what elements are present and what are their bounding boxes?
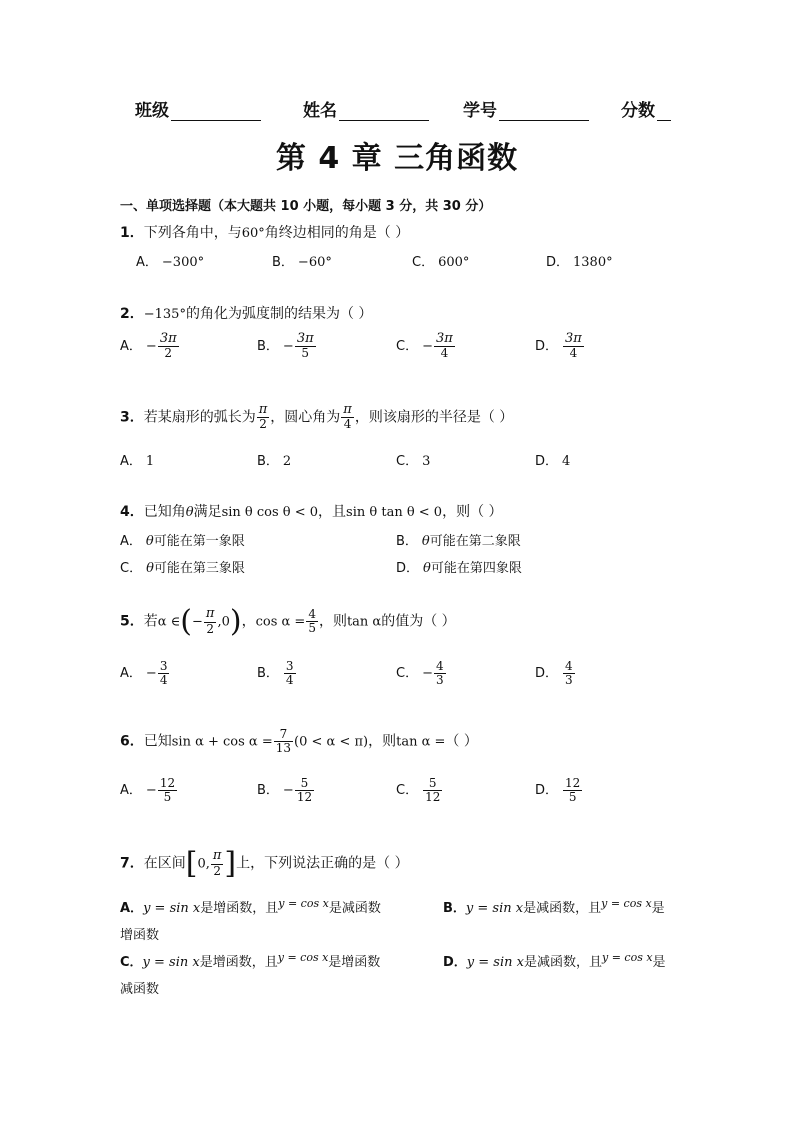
denominator: 13 [275, 741, 292, 756]
question-stem: （ ） [445, 733, 478, 750]
question-stem: 若 [143, 613, 158, 630]
question-4 [120, 501, 503, 521]
option-c[interactable] [396, 660, 447, 687]
option-d[interactable] [546, 251, 613, 270]
question-stem: 角终边相同的角是（ ） [264, 225, 410, 241]
question-stem: 下列各角中，与 [143, 225, 242, 241]
numerator: π [258, 402, 268, 417]
name-field [303, 96, 429, 121]
numerator: 4 [308, 606, 316, 621]
student-id-blank[interactable] [499, 102, 589, 121]
option-a[interactable] [120, 897, 381, 916]
option-c[interactable] [396, 450, 430, 469]
denominator: 12 [425, 790, 441, 805]
question-stem: 的值为（ ） [381, 613, 456, 630]
option-a[interactable] [120, 777, 178, 804]
question-7 [120, 846, 409, 881]
name-blank[interactable] [339, 102, 429, 121]
question-number: 6． [120, 733, 144, 750]
option-a[interactable] [136, 251, 204, 270]
numerator: 3π [159, 331, 177, 346]
question-1 [120, 222, 409, 242]
numerator: 3π [296, 331, 314, 346]
function-1: y = sin x [465, 901, 524, 916]
name-label: 姓名 [303, 101, 337, 121]
option-fraction [563, 660, 575, 687]
option-letter: B． [272, 255, 294, 270]
denominator: 4 [285, 673, 294, 688]
numerator: 5 [295, 777, 314, 791]
option-fraction [284, 660, 296, 687]
denominator: 4 [569, 346, 578, 361]
interval-sign: − [192, 614, 203, 630]
left-bracket: [ [185, 846, 198, 881]
question-stem: ，圆心角为 [270, 409, 341, 426]
option-fraction [563, 332, 584, 360]
question-number: 1． [120, 225, 144, 241]
question-6 [120, 728, 478, 755]
sum-fraction [274, 728, 293, 755]
option-sign: − [282, 338, 294, 354]
option-fraction [434, 660, 446, 687]
function-1: y = sin x [142, 955, 200, 970]
function-2: y = cos x [601, 897, 652, 910]
option-text: 是减函数 [328, 901, 381, 916]
option-letter: B． [257, 783, 279, 799]
option-letter: B． [257, 454, 279, 469]
option-fraction [158, 777, 177, 804]
numerator: 3 [159, 659, 168, 673]
option-c[interactable] [120, 557, 245, 576]
option-text: 是减函数，且 [523, 955, 602, 970]
option-fraction [434, 332, 455, 360]
option-letter: C． [412, 255, 435, 270]
option-letter: D． [396, 561, 420, 576]
option-d[interactable] [535, 777, 583, 804]
student-id-field [463, 96, 589, 121]
question-5 [120, 604, 456, 639]
question-number: 3． [120, 409, 144, 426]
numerator: π [205, 606, 215, 622]
condition-2: sin θ tan θ < 0 [346, 505, 443, 520]
question-number: 7． [120, 855, 144, 872]
denominator: 4 [343, 417, 352, 432]
numerator: 3π [435, 331, 453, 346]
option-b[interactable] [257, 332, 317, 360]
option-letter: C． [396, 338, 419, 354]
option-letter: A． [120, 666, 142, 682]
option-text: 是 [651, 901, 665, 916]
question-stem: 若某扇形的弧长为 [143, 409, 256, 426]
option-d-continuation: 减函数 [120, 982, 160, 997]
option-letter: B． [257, 338, 279, 354]
option-sign: − [422, 338, 433, 354]
option-b[interactable] [257, 777, 315, 804]
class-field [135, 96, 261, 121]
question-3 [120, 403, 513, 431]
option-text: 是 [652, 955, 666, 970]
alpha-range: (0 < α < π) [294, 734, 369, 750]
option-text: 是增函数，且 [199, 955, 278, 970]
option-letter: D． [535, 666, 559, 682]
denominator: 5 [568, 790, 577, 805]
option-letter: A． [120, 901, 144, 916]
student-info-line [0, 96, 794, 124]
section-heading: 一、单项选择题（本大题共 10 小题，每小题 3 分，共 30 分） [120, 199, 492, 214]
option-value: 1380° [573, 255, 613, 270]
numerator: 5 [423, 777, 442, 791]
theta-symbol: θ [423, 561, 431, 576]
right-paren: ) [229, 604, 242, 639]
option-b[interactable] [272, 251, 332, 270]
option-text: 是增函数 [328, 955, 381, 970]
option-fraction [563, 777, 582, 804]
function-2: y = cos x [601, 951, 653, 964]
option-fraction [423, 777, 442, 804]
class-label: 班级 [135, 101, 169, 121]
option-sign: − [145, 338, 157, 354]
interval-fraction [211, 849, 224, 877]
option-letter: D． [535, 454, 559, 469]
question-number: 2． [120, 306, 144, 322]
option-letter: C． [120, 955, 143, 970]
option-a[interactable] [120, 660, 170, 687]
option-letter: D． [546, 255, 570, 270]
question-stem: ，则该扇形的半径是（ ） [354, 409, 514, 426]
question-stem: 在区间 [143, 855, 186, 872]
numerator: 7 [274, 728, 293, 742]
denominator: 5 [163, 790, 172, 805]
denominator: 2 [259, 417, 267, 432]
option-sign: − [422, 666, 433, 682]
option-letter: A． [120, 454, 142, 469]
option-b[interactable] [396, 530, 521, 549]
theta-symbol: θ [421, 534, 430, 549]
class-blank[interactable] [171, 102, 261, 121]
denominator: 3 [435, 673, 444, 688]
option-d[interactable] [396, 557, 522, 576]
question-math: −135° [143, 307, 186, 322]
left-paren: ( [180, 604, 193, 639]
theta-symbol: θ [146, 561, 154, 576]
numerator: 4 [565, 659, 573, 673]
option-fraction [295, 777, 314, 804]
numerator: 3 [285, 659, 294, 673]
tan-expression: tan α [346, 614, 382, 630]
denominator: 2 [206, 621, 215, 636]
question-stem: ，则（ ） [442, 504, 503, 520]
question-stem: ，则 [318, 613, 347, 630]
option-a[interactable] [120, 450, 154, 469]
question-stem: ，则 [368, 733, 397, 750]
question-math: 60° [241, 226, 265, 241]
option-b[interactable] [257, 450, 291, 469]
interval-start: 0, [197, 856, 210, 872]
tan-expression: tan α = [396, 734, 446, 750]
option-d[interactable] [443, 951, 666, 970]
denominator: 3 [565, 673, 573, 688]
question-number: 5． [120, 613, 144, 630]
option-value: 600° [438, 255, 470, 270]
option-b-continuation: 增函数 [120, 928, 160, 943]
question-stem: 上，下列说法正确的是（ ） [236, 855, 409, 872]
option-letter: C． [396, 666, 419, 682]
option-letter: D． [535, 783, 559, 799]
option-letter: C． [396, 454, 419, 469]
option-c[interactable] [120, 951, 380, 970]
numerator: 4 [435, 659, 444, 673]
question-stem: 的角化为弧度制的结果为（ ） [185, 306, 373, 322]
function-2: y = cos x [278, 897, 329, 910]
option-sign: − [282, 783, 294, 799]
option-c[interactable] [396, 332, 456, 360]
score-field [621, 96, 671, 121]
option-letter: C． [120, 561, 143, 576]
option-value: −60° [297, 255, 332, 270]
option-b[interactable] [443, 897, 665, 916]
option-fraction [158, 660, 170, 687]
option-sign: − [145, 783, 157, 799]
option-a[interactable] [120, 530, 245, 549]
numerator: π [343, 402, 352, 417]
option-a[interactable] [120, 332, 180, 360]
theta-symbol: θ [185, 505, 194, 520]
denominator: 2 [213, 863, 221, 878]
option-fraction [158, 332, 179, 360]
option-value: 4 [562, 454, 571, 469]
option-value: −300° [161, 255, 205, 270]
score-label: 分数 [621, 101, 655, 121]
option-text: 可能在第二象限 [429, 534, 521, 549]
option-letter: D． [535, 338, 559, 354]
numerator: π [212, 848, 222, 864]
score-blank[interactable] [657, 102, 671, 121]
option-c[interactable] [412, 251, 469, 270]
option-d[interactable] [535, 450, 570, 469]
interval-fraction [204, 607, 217, 635]
page-title: 第 4 章 三角函数 [275, 141, 519, 176]
cos-expression: cos α = [255, 614, 306, 630]
denominator: 5 [308, 621, 316, 635]
option-fraction [295, 332, 316, 360]
option-letter: A． [120, 534, 142, 549]
function-1: y = sin x [143, 901, 201, 916]
option-letter: C． [396, 783, 419, 799]
question-stem: 已知 [143, 733, 172, 750]
option-c[interactable] [396, 777, 443, 804]
student-id-label: 学号 [463, 101, 497, 121]
question-number: 4． [120, 504, 144, 520]
option-text: 是减函数，且 [523, 901, 602, 916]
option-value: 1 [145, 454, 155, 469]
option-letter: A． [120, 338, 142, 354]
option-d[interactable] [535, 660, 576, 687]
denominator: 2 [164, 346, 173, 361]
numerator: 12 [159, 776, 176, 790]
option-text: 可能在第三象限 [153, 561, 245, 576]
question-stem: ， [241, 613, 256, 630]
denominator: 5 [301, 346, 310, 361]
option-letter: A． [120, 783, 142, 799]
option-letter: B． [257, 666, 279, 682]
alpha-in: α ∈ [157, 614, 181, 630]
numerator: 3π [565, 331, 582, 346]
central-angle-fraction [341, 403, 354, 431]
denominator: 4 [440, 346, 449, 361]
option-b[interactable] [257, 660, 297, 687]
interval-end: ,0 [217, 614, 230, 630]
right-bracket: ] [224, 846, 237, 881]
denominator: 4 [159, 673, 168, 688]
option-letter: B． [396, 534, 418, 549]
option-letter: B． [443, 901, 466, 916]
option-sign: − [145, 666, 157, 682]
option-letter: D． [443, 955, 467, 970]
option-letter: A． [136, 255, 158, 270]
option-d[interactable] [535, 332, 585, 360]
sum-expression: sin α + cos α = [171, 734, 273, 750]
option-text: 是增函数，且 [200, 901, 279, 916]
option-text: 可能在第四象限 [430, 561, 522, 576]
option-text: 可能在第一象限 [153, 534, 245, 549]
question-stem: 满足 [193, 504, 222, 520]
function-2: y = cos x [277, 951, 329, 964]
function-1: y = sin x [466, 955, 524, 970]
option-value: 3 [422, 454, 431, 469]
question-2 [120, 303, 372, 323]
option-value: 2 [282, 454, 292, 469]
denominator: 12 [296, 790, 313, 805]
theta-symbol: θ [145, 534, 154, 549]
arc-length-fraction [257, 403, 270, 431]
question-stem: 已知角 [143, 504, 186, 520]
numerator: 12 [565, 776, 581, 790]
condition-1: sin θ cos θ < 0 [221, 505, 319, 520]
cos-fraction [306, 608, 318, 635]
question-stem: ，且 [318, 504, 347, 520]
